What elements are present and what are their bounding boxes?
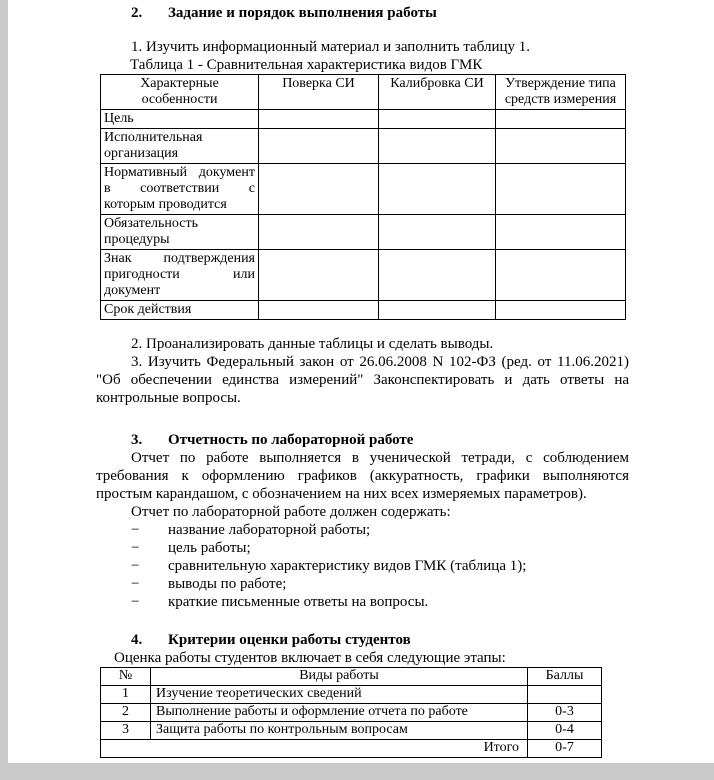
section4-heading [96,631,629,649]
document-content [8,0,714,758]
empty-cell [496,301,626,320]
table2-row [101,722,602,740]
row-number: 2 [101,704,151,722]
empty-cell [259,129,379,164]
dash-marker: − [131,540,140,556]
table2-header-row [101,668,602,686]
table1-row-organization [101,129,626,164]
row-label-mark: Знак подтверждения пригодности или документ [101,250,259,301]
empty-cell [259,301,379,320]
empty-cell [496,164,626,215]
table1-caption: Таблица 1 - Сравнительная характеристика видов ГМК [130,57,483,73]
table2-header-points: Баллы [528,668,602,686]
empty-cell [379,164,496,215]
empty-cell [259,110,379,129]
list-item-text: название лабораторной работы; [168,522,371,538]
table1-header-row [101,75,626,110]
total-points: 0-7 [528,740,602,758]
table2-header-worktype: Виды работы [151,668,528,686]
empty-cell [259,250,379,301]
report-list-item [96,557,629,575]
section3-title: Отчетность по лабораторной работе [168,432,414,448]
table1-header-features: Характерные особенности [101,75,259,110]
table1-comparison [100,74,626,320]
dash-marker: − [131,576,140,592]
section4-number: 4. [131,632,143,648]
document-page [8,0,714,763]
task3-paragraph: 3. Изучить Федеральный закон от 26.06.2008 N 102-ФЗ (ред. от 11.06.2021) "Об обеспечении единства измерений" Законспектировать и дать ответы на контрольные вопросы. [96,354,629,406]
section3-heading [96,431,629,449]
report-list-item [96,593,629,611]
list-item-text: цель работы; [168,540,251,556]
points-value: 0-3 [528,704,602,722]
work-type: Защита работы по контрольным вопросам [151,722,528,740]
empty-cell [259,215,379,250]
section4-title: Критерии оценки работы студентов [168,632,411,648]
table2-row [101,686,602,704]
dash-marker: − [131,522,140,538]
section2-heading [96,4,629,22]
dash-marker: − [131,594,140,610]
section2-number: 2. [131,5,143,21]
table1-row-normative-document [101,164,626,215]
empty-cell [259,164,379,215]
section2-title: Задание и порядок выполнения работы [168,5,437,21]
points-value [528,686,602,704]
empty-cell [496,129,626,164]
points-value: 0-4 [528,722,602,740]
section3-number: 3. [131,432,143,448]
work-type: Изучение теоретических сведений [151,686,528,704]
report-list-item [96,539,629,557]
empty-cell [379,129,496,164]
row-label-goal: Цель [101,110,259,129]
total-label: Итого [101,740,528,758]
empty-cell [379,301,496,320]
report-paragraph: Отчет по работе выполняется в ученической тетради, с соблюдением требования к оформлению графиков (аккуратность, графики выполняются простым карандашом, с обозначением на них всех измеряемых параметров). [96,450,629,502]
grading-intro-paragraph: Оценка работы студентов включает в себя следующие этапы: [114,650,506,666]
row-number: 1 [101,686,151,704]
row-label-obligation: Обязательность процедуры [101,215,259,250]
empty-cell [496,250,626,301]
work-type: Выполнение работы и оформление отчета по работе [151,704,528,722]
list-item-text: краткие письменные ответы на вопросы. [168,594,429,610]
row-label-normative-document: Нормативный документ в соответствии с которым проводится [101,164,259,215]
list-item-text: сравнительную характеристику видов ГМК (таблица 1); [168,558,527,574]
list-item-text: выводы по работе; [168,576,287,592]
dash-marker: − [131,558,140,574]
task1-paragraph: 1. Изучить информационный материал и заполнить таблицу 1. [131,39,531,55]
row-number: 3 [101,722,151,740]
table1-row-goal [101,110,626,129]
row-label-organization: Исполнительная организация [101,129,259,164]
empty-cell [379,250,496,301]
table1-header-kalibrovka: Калибровка СИ [379,75,496,110]
empty-cell [496,215,626,250]
table2-row [101,704,602,722]
table1-row-validity [101,301,626,320]
empty-cell [496,110,626,129]
empty-cell [379,215,496,250]
table1-row-mark [101,250,626,301]
empty-cell [379,110,496,129]
report-list-item [96,575,629,593]
report-contents-intro: Отчет по лабораторной работе должен содержать: [131,504,451,520]
report-list-item [96,521,629,539]
table2-header-number: № [101,668,151,686]
table1-header-poverka: Поверка СИ [259,75,379,110]
table1-row-obligation [101,215,626,250]
table2-total-row [101,740,602,758]
row-label-validity: Срок действия [101,301,259,320]
table2-grading [100,667,602,758]
table1-header-utverzhdenie: Утверждение типа средств измерения [496,75,626,110]
task2-paragraph: 2. Проанализировать данные таблицы и сделать выводы. [131,336,494,352]
